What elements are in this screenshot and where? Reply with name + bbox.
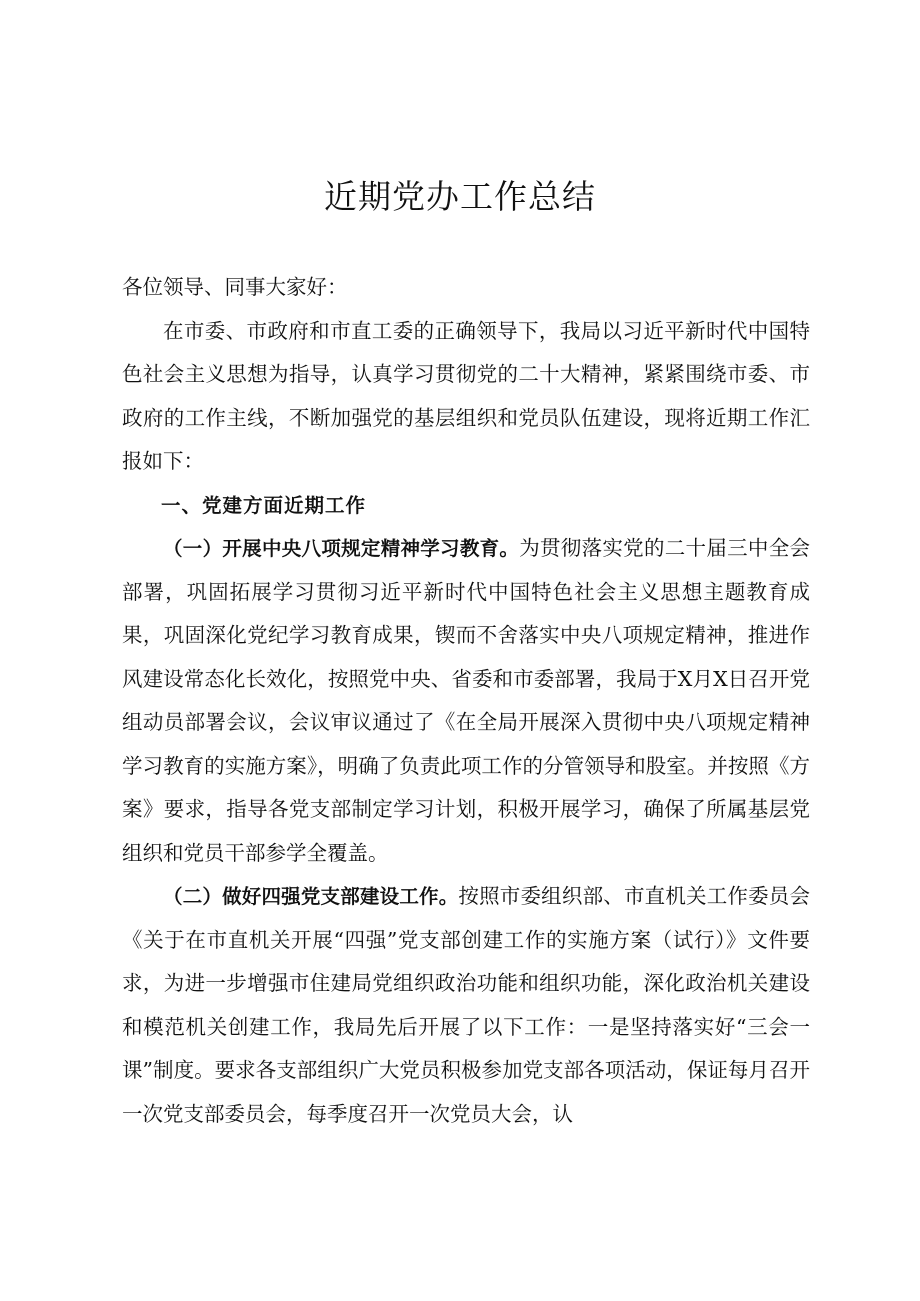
section-item-lead: （一）开展中央八项规定精神学习教育。 bbox=[163, 537, 520, 560]
intro-paragraph: 在市委、市政府和市直工委的正确领导下，我局以习近平新时代中国特色社会主义思想为指导，认真学习贯彻党的二十大精神，紧紧围绕市委、市政府的工作主线，不断加强党的基层组织和党员队伍建设，现将近期工作汇报如下： bbox=[122, 318, 810, 473]
document-body bbox=[122, 266, 810, 1136]
section-item-text: 为贯彻落实党的二十届三中全会部署，巩固拓展学习贯彻习近平新时代中国特色社会主义思想主题教育成果，巩固深化党纪学习教育成果，锲而不舍落实中央八项规定精神，推进作风建设常态化长效化，按照党中央、省委和市委部署，我局于X月X日召开党组动员部署会议，会议审议通过了《在全局开展深入贯彻中央八项规定精神学习教育的实施方案》，明确了负责此项工作的分管领导和股室。并按照《方案》要求，指导各党支部制定学习计划，积极开展学习，确保了所属基层党组织和党员干部参学全覆盖。 bbox=[122, 536, 810, 865]
document-title: 近期党办工作总结 bbox=[324, 177, 596, 216]
section-item-text: 按照市委组织部、市直机关工作委员会《关于在市直机关开展“四强”党支部创建工作的实施方案（试行）》文件要求，为进一步增强市住建局党组织政治功能和组织功能，深化政治机关建设和模范机关创建工作，我局先后开展了以下工作：一是坚持落实好“三会一课”制度。要求各支部组织广大党员积极参加党支部各项活动，保证每月召开一次党支部委员会，每季度召开一次党员大会，认 bbox=[122, 884, 810, 1126]
section-item-lead: （二）做好四强党支部建设工作。 bbox=[163, 885, 459, 908]
salutation: 各位领导、同事大家好： bbox=[122, 275, 348, 299]
section-item-paragraph bbox=[122, 875, 810, 1136]
section-heading: 一、党建方面近期工作 bbox=[161, 493, 367, 517]
section-item-paragraph bbox=[122, 527, 810, 875]
